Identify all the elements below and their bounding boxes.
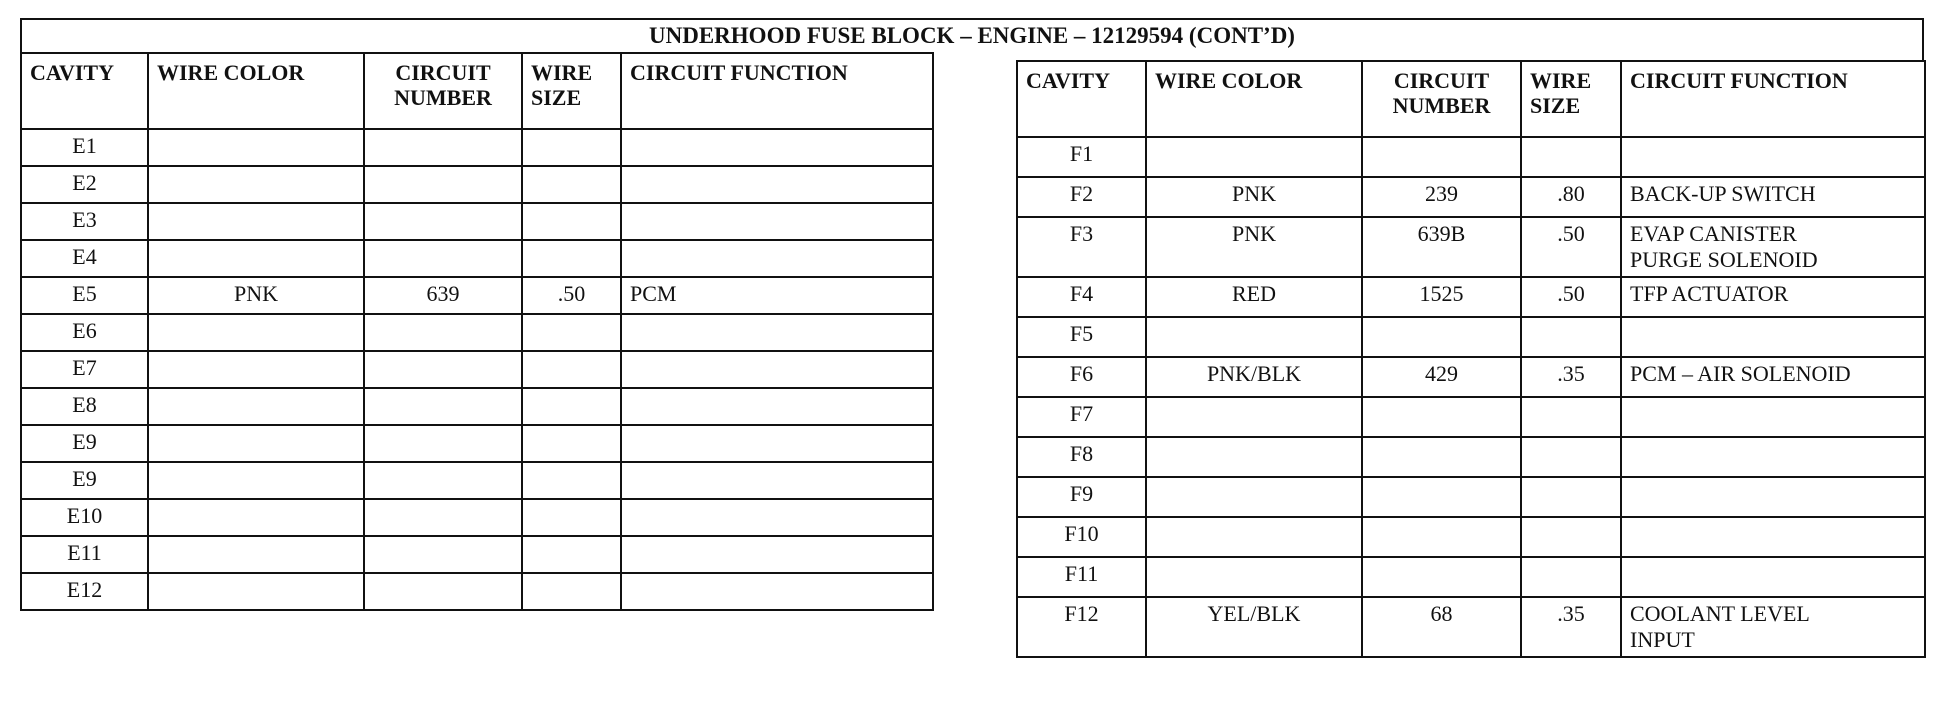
- table-row: [21, 166, 933, 203]
- cell-wire-color: PNK/BLK: [1146, 357, 1362, 397]
- cell-wire-color: [1146, 397, 1362, 437]
- cell-cavity: E3: [21, 203, 148, 240]
- cell-circuit-function-line1: EVAP CANISTER: [1630, 221, 1797, 246]
- cell-cavity: E12: [21, 573, 148, 610]
- cell-wire-size: [522, 573, 621, 610]
- cell-circuit-function: [1621, 277, 1925, 317]
- cell-circuit-function: [621, 388, 933, 425]
- table-row: [1017, 517, 1925, 557]
- cell-wire-size: [522, 425, 621, 462]
- header-circuit-function: CIRCUIT FUNCTION: [1621, 61, 1925, 137]
- cell-circuit-function: [1621, 317, 1925, 357]
- table-row: [21, 573, 933, 610]
- cell-wire-size: [522, 388, 621, 425]
- cell-cavity: E4: [21, 240, 148, 277]
- cell-cavity: F12: [1017, 597, 1146, 657]
- cell-circuit-number: [1362, 437, 1521, 477]
- cell-wire-size: .35: [1521, 597, 1621, 657]
- header-wire-color: WIRE COLOR: [1146, 61, 1362, 137]
- left-fuse-table: [20, 52, 934, 611]
- cell-wire-color: [148, 462, 364, 499]
- cell-wire-color: PNK: [1146, 217, 1362, 277]
- cell-circuit-function: [621, 314, 933, 351]
- cell-circuit-number: [364, 203, 522, 240]
- cell-circuit-function-line1: TFP ACTUATOR: [1630, 281, 1789, 306]
- header-wire-color: WIRE COLOR: [148, 53, 364, 129]
- cell-circuit-function-line1: COOLANT LEVEL: [1630, 601, 1810, 626]
- table-row: [21, 240, 933, 277]
- cell-cavity: F5: [1017, 317, 1146, 357]
- header-circuit-number-line1: CIRCUIT: [1393, 68, 1490, 93]
- cell-circuit-function: [1621, 397, 1925, 437]
- cell-wire-color: [1146, 517, 1362, 557]
- cell-circuit-function-line2: PURGE SOLENOID: [1630, 247, 1818, 272]
- cell-wire-color: [148, 536, 364, 573]
- cell-circuit-function: [621, 129, 933, 166]
- cell-wire-size: [1521, 317, 1621, 357]
- cell-circuit-function: [1621, 217, 1925, 277]
- cell-wire-color: [148, 351, 364, 388]
- cell-circuit-number: [364, 314, 522, 351]
- cell-circuit-number: [1362, 477, 1521, 517]
- cell-circuit-number: [1362, 557, 1521, 597]
- header-wire-size-line2: SIZE: [531, 85, 582, 110]
- cell-cavity: E11: [21, 536, 148, 573]
- cell-circuit-number: 639: [364, 277, 522, 314]
- cell-wire-size: .50: [1521, 217, 1621, 277]
- cell-wire-size: [522, 462, 621, 499]
- table-row: [21, 351, 933, 388]
- cell-circuit-function: [1621, 517, 1925, 557]
- cell-cavity: F8: [1017, 437, 1146, 477]
- header-circuit-number-line2: NUMBER: [1392, 93, 1491, 118]
- cell-circuit-function: [621, 240, 933, 277]
- cell-circuit-function: [1621, 357, 1925, 397]
- cell-cavity: E8: [21, 388, 148, 425]
- cell-circuit-number: [364, 462, 522, 499]
- cell-wire-size: [522, 536, 621, 573]
- header-wire-size: [1521, 61, 1621, 137]
- cell-wire-size: [1521, 437, 1621, 477]
- cell-cavity: F1: [1017, 137, 1146, 177]
- cell-wire-size: [1521, 137, 1621, 177]
- table-row: [1017, 477, 1925, 517]
- cell-circuit-function: [621, 573, 933, 610]
- cell-cavity: E5: [21, 277, 148, 314]
- cell-wire-color: [148, 314, 364, 351]
- cell-cavity: E10: [21, 499, 148, 536]
- table-row: [1017, 437, 1925, 477]
- header-cavity: CAVITY: [1017, 61, 1146, 137]
- cell-wire-color: PNK: [148, 277, 364, 314]
- header-circuit-number-line1: CIRCUIT: [395, 60, 491, 85]
- table-row: [1017, 597, 1925, 657]
- cell-wire-color: [1146, 317, 1362, 357]
- cell-circuit-function-line2: INPUT: [1630, 627, 1695, 652]
- table-row: [21, 536, 933, 573]
- cell-cavity: E9: [21, 425, 148, 462]
- cell-wire-size: [1521, 397, 1621, 437]
- cell-circuit-function: [1621, 477, 1925, 517]
- cell-wire-size: .35: [1521, 357, 1621, 397]
- cell-circuit-function: [1621, 557, 1925, 597]
- header-cavity: CAVITY: [21, 53, 148, 129]
- cell-wire-color: [148, 499, 364, 536]
- cell-circuit-number: [1362, 397, 1521, 437]
- header-wire-size-line1: WIRE: [531, 60, 593, 85]
- cell-wire-color: [148, 129, 364, 166]
- table-row: [1017, 357, 1925, 397]
- cell-wire-size: [522, 203, 621, 240]
- left-header-row: [21, 53, 933, 129]
- table-row: [21, 388, 933, 425]
- cell-cavity: E7: [21, 351, 148, 388]
- cell-circuit-number: [364, 536, 522, 573]
- cell-wire-color: [1146, 137, 1362, 177]
- cell-wire-size: [522, 129, 621, 166]
- cell-circuit-function-line1: PCM – AIR SOLENOID: [1630, 361, 1851, 386]
- header-circuit-number-line2: NUMBER: [394, 85, 492, 110]
- cell-cavity: E2: [21, 166, 148, 203]
- table-row: [21, 129, 933, 166]
- cell-wire-color: YEL/BLK: [1146, 597, 1362, 657]
- cell-circuit-function: [621, 425, 933, 462]
- cell-wire-size: [1521, 517, 1621, 557]
- cell-circuit-number: [1362, 317, 1521, 357]
- cell-wire-color: [1146, 557, 1362, 597]
- cell-wire-color: PNK: [1146, 177, 1362, 217]
- table-row: [1017, 557, 1925, 597]
- cell-wire-color: [148, 203, 364, 240]
- cell-circuit-function: [1621, 597, 1925, 657]
- header-wire-size: [522, 53, 621, 129]
- cell-cavity: F7: [1017, 397, 1146, 437]
- cell-circuit-function: [1621, 177, 1925, 217]
- cell-circuit-number: [364, 388, 522, 425]
- cell-circuit-function: PCM: [621, 277, 933, 314]
- cell-cavity: E6: [21, 314, 148, 351]
- cell-wire-size: [522, 351, 621, 388]
- cell-circuit-number: 1525: [1362, 277, 1521, 317]
- cell-circuit-number: 239: [1362, 177, 1521, 217]
- cell-circuit-function: [621, 203, 933, 240]
- cell-wire-color: [148, 425, 364, 462]
- table-title: UNDERHOOD FUSE BLOCK – ENGINE – 12129594 (CONT’D): [20, 18, 1924, 52]
- cell-wire-color: [1146, 437, 1362, 477]
- cell-circuit-number: 68: [1362, 597, 1521, 657]
- cell-wire-size: [522, 240, 621, 277]
- cell-wire-size: [1521, 477, 1621, 517]
- cell-cavity: F4: [1017, 277, 1146, 317]
- cell-wire-size: .50: [522, 277, 621, 314]
- cell-cavity: F9: [1017, 477, 1146, 517]
- cell-circuit-number: [364, 240, 522, 277]
- cell-wire-size: .80: [1521, 177, 1621, 217]
- cell-circuit-function: [621, 462, 933, 499]
- cell-circuit-number: 429: [1362, 357, 1521, 397]
- cell-cavity: F11: [1017, 557, 1146, 597]
- cell-wire-color: [148, 388, 364, 425]
- cell-circuit-function: [621, 499, 933, 536]
- cell-circuit-number: [1362, 517, 1521, 557]
- cell-circuit-function: [621, 166, 933, 203]
- cell-wire-color: [1146, 477, 1362, 517]
- cell-circuit-function: [621, 351, 933, 388]
- table-row: [21, 203, 933, 240]
- header-circuit-number: [364, 53, 522, 129]
- cell-circuit-number: [364, 351, 522, 388]
- header-circuit-function: CIRCUIT FUNCTION: [621, 53, 933, 129]
- cell-circuit-number: [364, 425, 522, 462]
- cell-wire-color: RED: [1146, 277, 1362, 317]
- table-row: [1017, 397, 1925, 437]
- cell-cavity: E9: [21, 462, 148, 499]
- cell-wire-size: [522, 314, 621, 351]
- right-fuse-table: [1016, 60, 1926, 658]
- cell-wire-color: [148, 166, 364, 203]
- table-row: [1017, 177, 1925, 217]
- table-row: [21, 425, 933, 462]
- table-row: [21, 462, 933, 499]
- header-wire-size-line1: WIRE: [1530, 68, 1592, 93]
- cell-circuit-number: 639B: [1362, 217, 1521, 277]
- cell-circuit-number: [364, 129, 522, 166]
- cell-circuit-function: [1621, 137, 1925, 177]
- cell-wire-size: [522, 166, 621, 203]
- cell-circuit-function: [621, 536, 933, 573]
- cell-circuit-number: [364, 573, 522, 610]
- cell-wire-size: [522, 499, 621, 536]
- cell-circuit-number: [1362, 137, 1521, 177]
- cell-cavity: F3: [1017, 217, 1146, 277]
- cell-wire-size: .50: [1521, 277, 1621, 317]
- table-row: [1017, 317, 1925, 357]
- table-row: [21, 499, 933, 536]
- cell-circuit-number: [364, 499, 522, 536]
- cell-wire-size: [1521, 557, 1621, 597]
- cell-wire-color: [148, 573, 364, 610]
- cell-cavity: F6: [1017, 357, 1146, 397]
- cell-cavity: F2: [1017, 177, 1146, 217]
- table-row: [21, 277, 933, 314]
- cell-circuit-function: [1621, 437, 1925, 477]
- header-circuit-number: [1362, 61, 1521, 137]
- table-row: [1017, 277, 1925, 317]
- table-row: [1017, 137, 1925, 177]
- cell-cavity: E1: [21, 129, 148, 166]
- cell-wire-color: [148, 240, 364, 277]
- table-row: [21, 314, 933, 351]
- right-header-row: [1017, 61, 1925, 137]
- header-wire-size-line2: SIZE: [1530, 93, 1581, 118]
- cell-cavity: F10: [1017, 517, 1146, 557]
- cell-circuit-number: [364, 166, 522, 203]
- cell-circuit-function-line1: BACK-UP SWITCH: [1630, 181, 1816, 206]
- table-row: [1017, 217, 1925, 277]
